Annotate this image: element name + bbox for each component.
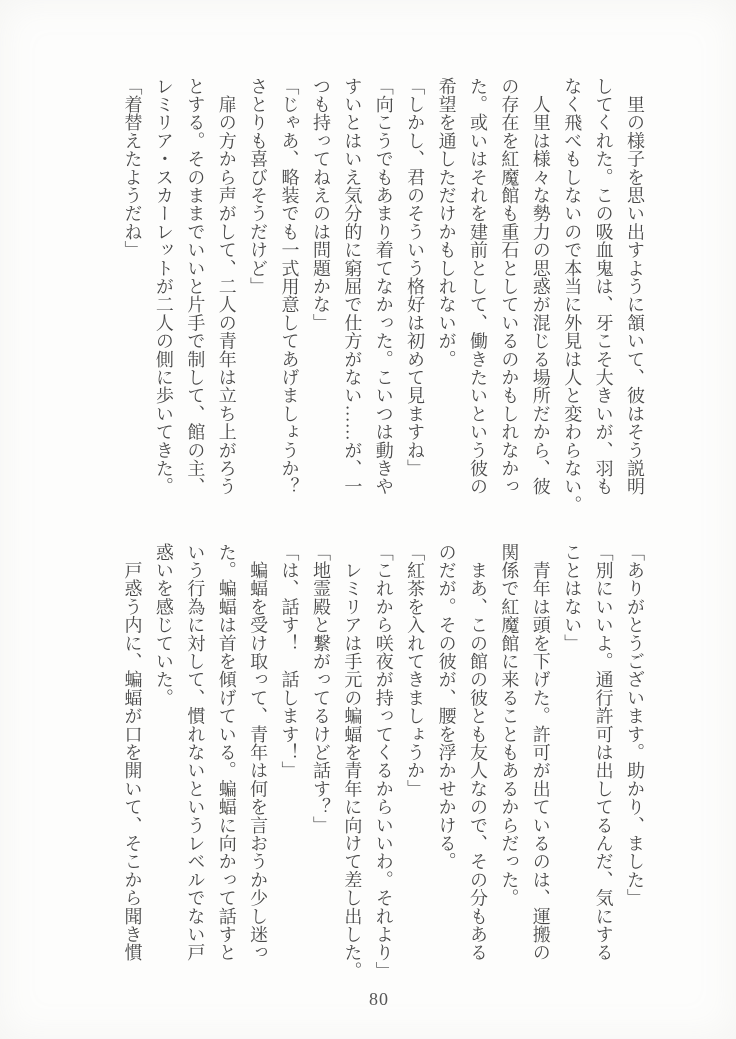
text-line: ことはない」 xyxy=(562,543,583,653)
text-line: た。蝙蝠は首を傾げている。蝙蝠に向かって話すと xyxy=(216,543,237,962)
text-line: 「別にいいよ。通行許可は出してるんだ、気にする xyxy=(593,543,614,962)
text-line: まあ、この館の彼とも友人なので、その分もある xyxy=(467,543,488,962)
text-line: してくれた。この吸血鬼は、牙こそ大きいが、羽も xyxy=(593,77,614,496)
text-line: た。或いはそれを建前として、働きたいという彼の xyxy=(467,77,488,496)
text-line: すいとはいえ気分的に窮屈で仕方がない……が、一 xyxy=(342,77,363,496)
text-line: 「これから咲夜が持ってくるからいいわ。それより」 xyxy=(373,543,394,980)
text-line: 関係で紅魔館に来ることもあるからだった。 xyxy=(499,543,520,907)
text-line: の存在を紅魔館も重石としているのかもしれなかっ xyxy=(499,77,520,496)
text-line: 扉の方から声がして、二人の青年は立ち上がろう xyxy=(216,77,237,496)
text-line: 「紅茶を入れてきましょうか」 xyxy=(405,543,426,798)
text-block-bottom xyxy=(116,543,650,980)
text-line: 蝙蝠を受け取って、青年は何を言おうか少し迷っ xyxy=(248,543,269,962)
page-number: 80 xyxy=(369,989,389,1009)
text-line: なく飛べもしないので本当に外見は人と変わらない。 xyxy=(562,77,583,514)
text-line: 惑いを感じていた。 xyxy=(153,543,174,707)
text-line: つも持ってねえのは問題かな」 xyxy=(310,77,331,332)
text-line: さとりも喜びそうだけど」 xyxy=(248,77,269,296)
text-line: 希望を通しただけかもしれないが。 xyxy=(436,77,457,369)
text-line: 戸惑う内に、蝙蝠が口を開いて、そこから聞き慣 xyxy=(122,543,143,962)
text-block-top xyxy=(116,77,650,514)
text-line: 人里は様々な勢力の思惑が混じる場所だから、彼 xyxy=(530,77,551,496)
text-line: 青年は頭を下げた。許可が出ているのは、運搬の xyxy=(530,543,551,962)
text-line: 「向こうでもあまり着てなかった。こいつは動きや xyxy=(373,77,394,496)
text-line: 「じゃあ、略装でも一式用意してあげましょうか？ xyxy=(279,77,300,496)
text-line: 「は、話す！ 話します！」 xyxy=(279,543,300,780)
text-line: 「地霊殿と繋がってるけど話す？」 xyxy=(310,543,331,835)
text-line: 「しかし、君のそういう格好は初めて見ますね」 xyxy=(405,77,426,478)
text-line: レミリア・スカーレットが二人の側に歩いてきた。 xyxy=(153,77,174,496)
text-line: 里の様子を思い出すように頷いて、彼はそう説明 xyxy=(625,77,645,496)
text-line: 「着替えたようだね」 xyxy=(122,77,143,259)
text-line: レミリアは手元の蝙蝠を青年に向けて差し出した。 xyxy=(342,543,363,980)
text-line: いう行為に対して、慣れないというレベルでない戸 xyxy=(185,543,206,962)
text-line: 「ありがとうございます。助かり、ました」 xyxy=(625,543,645,907)
text-line: とする。そのままでいいと片手で制して、館の主、 xyxy=(185,77,206,496)
text-line: のだが。その彼が、腰を浮かせかける。 xyxy=(436,543,457,871)
